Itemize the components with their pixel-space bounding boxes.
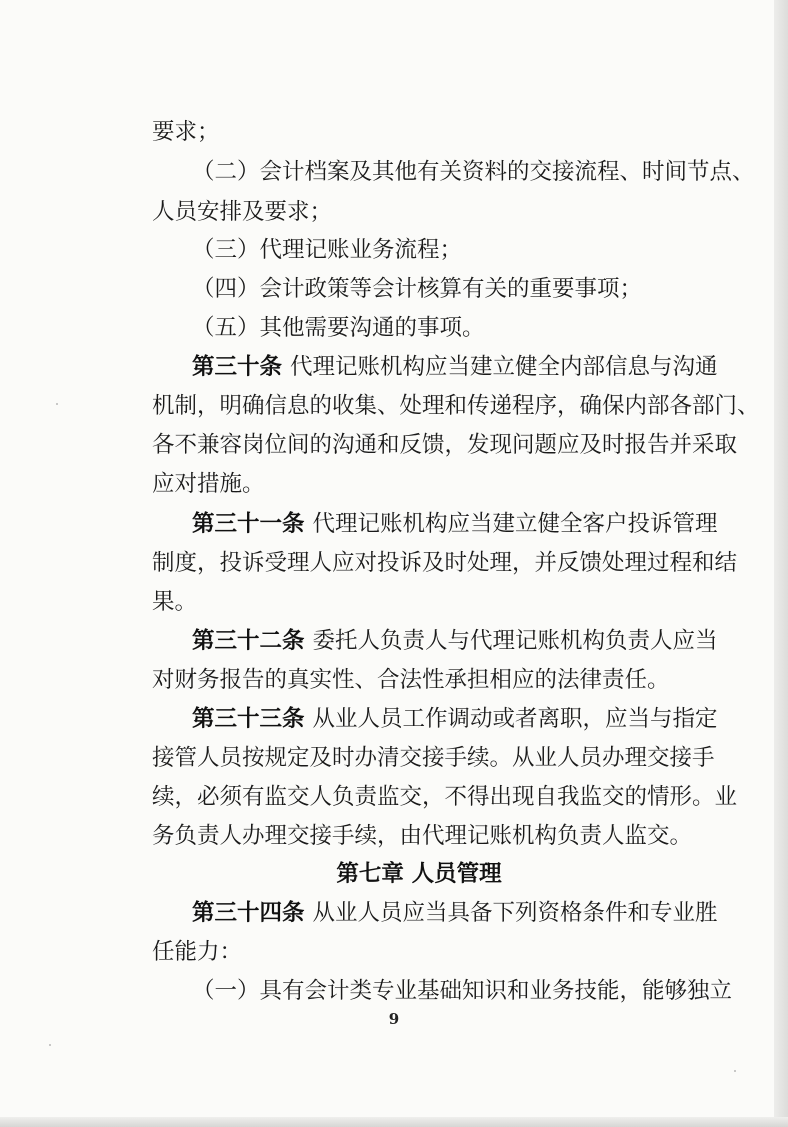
article-label: 第三十四条 <box>192 900 305 926</box>
article-text: 从业人员应当具备下列资格条件和专业胜 <box>312 900 718 926</box>
text-line: 接管人员按规定及时办清交接手续。从业人员办理交接手 <box>152 745 715 771</box>
article-32-first-line <box>0 625 788 657</box>
article-31-first-line <box>0 508 788 540</box>
text-line: 果。 <box>152 589 198 615</box>
text-line: 对财务报告的真实性、合法性承担相应的法律责任。 <box>152 667 670 693</box>
article-label: 第三十一条 <box>192 511 305 537</box>
scan-speck <box>49 1044 51 1046</box>
scan-speck <box>734 1070 736 1072</box>
text-line: 务负责人办理交接手续，由代理记账机构负责人监交。 <box>152 823 693 849</box>
text-line: （二）会计档案及其他有关资料的交接流程、时间节点、 <box>192 159 755 185</box>
text-line: （三）代理记账业务流程； <box>192 237 463 263</box>
text-line: 要求； <box>152 119 220 145</box>
text-line: 制度，投诉受理人应对投诉及时处理，并反馈处理过程和结 <box>152 550 738 576</box>
article-text: 代理记账机构应当建立健全客户投诉管理 <box>312 511 718 537</box>
text-line: 应对措施。 <box>152 471 265 497</box>
text-line: 人员安排及要求； <box>152 199 333 225</box>
text-line: （四）会计政策等会计核算有关的重要事项； <box>192 276 643 302</box>
article-34-first-line <box>0 897 788 929</box>
article-label: 第三十二条 <box>192 628 305 654</box>
text-line: 续，必须有监交人负责监交，不得出现自我监交的情形。业 <box>152 784 738 810</box>
text-line: 各不兼容岗位间的沟通和反馈，发现问题应及时报告并采取 <box>152 432 738 458</box>
text-line: 任能力： <box>152 939 243 965</box>
text-line: 机制，明确信息的收集、处理和传递程序，确保内部各部门、 <box>152 393 760 419</box>
article-label: 第三十条 <box>192 354 283 380</box>
page-number: 9 <box>388 1010 400 1028</box>
chapter-heading: 第七章 人员管理 <box>336 861 502 887</box>
article-33-first-line <box>0 703 788 735</box>
article-30-first-line <box>0 351 788 383</box>
article-label: 第三十三条 <box>192 706 305 732</box>
text-line: （五）其他需要沟通的事项。 <box>192 315 485 341</box>
text-line: （一）具有会计类专业基础知识和业务技能，能够独立 <box>192 978 733 1004</box>
article-text: 代理记账机构应当建立健全内部信息与沟通 <box>290 354 718 380</box>
scan-edge-bottom <box>0 1117 788 1127</box>
article-text: 委托人负责人与代理记账机构负责人应当 <box>312 628 718 654</box>
article-text: 从业人员工作调动或者离职，应当与指定 <box>312 706 718 732</box>
